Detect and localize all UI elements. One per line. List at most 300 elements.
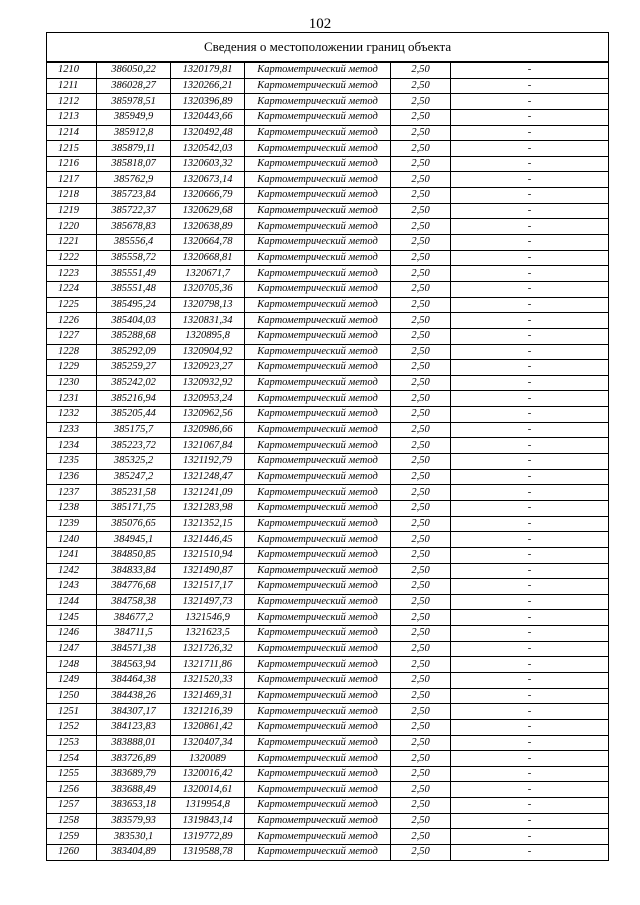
y-coordinate-cell: 1321497,73: [171, 594, 245, 610]
x-coordinate-cell: 385325,2: [97, 454, 171, 470]
point-number-cell: 1259: [47, 829, 97, 845]
method-cell: Картометрический метод: [245, 641, 391, 657]
y-coordinate-cell: 1320014,61: [171, 782, 245, 798]
accuracy-cell: 2,50: [391, 813, 451, 829]
description-cell: -: [451, 641, 609, 657]
x-coordinate-cell: 385216,94: [97, 391, 171, 407]
accuracy-cell: 2,50: [391, 297, 451, 313]
x-coordinate-cell: 384945,1: [97, 532, 171, 548]
table-row: [47, 172, 609, 188]
y-coordinate-cell: 1320705,36: [171, 281, 245, 297]
accuracy-cell: 2,50: [391, 500, 451, 516]
accuracy-cell: 2,50: [391, 438, 451, 454]
x-coordinate-cell: 384758,38: [97, 594, 171, 610]
table-row: [47, 485, 609, 501]
method-cell: Картометрический метод: [245, 516, 391, 532]
table-row: [47, 500, 609, 516]
accuracy-cell: 2,50: [391, 407, 451, 423]
description-cell: -: [451, 547, 609, 563]
x-coordinate-cell: 385762,9: [97, 172, 171, 188]
point-number-cell: 1236: [47, 469, 97, 485]
accuracy-cell: 2,50: [391, 62, 451, 78]
point-number-cell: 1248: [47, 657, 97, 673]
method-cell: Картометрический метод: [245, 375, 391, 391]
accuracy-cell: 2,50: [391, 516, 451, 532]
table-row: [47, 594, 609, 610]
x-coordinate-cell: 383689,79: [97, 766, 171, 782]
table-row: [47, 798, 609, 814]
point-number-cell: 1250: [47, 688, 97, 704]
point-number-cell: 1251: [47, 704, 97, 720]
method-cell: Картометрический метод: [245, 203, 391, 219]
accuracy-cell: 2,50: [391, 125, 451, 141]
accuracy-cell: 2,50: [391, 735, 451, 751]
point-number-cell: 1243: [47, 579, 97, 595]
point-number-cell: 1223: [47, 266, 97, 282]
point-number-cell: 1244: [47, 594, 97, 610]
accuracy-cell: 2,50: [391, 829, 451, 845]
accuracy-cell: 2,50: [391, 375, 451, 391]
table-row: [47, 391, 609, 407]
table-row: [47, 813, 609, 829]
accuracy-cell: 2,50: [391, 782, 451, 798]
y-coordinate-cell: 1320666,79: [171, 188, 245, 204]
table-row: [47, 235, 609, 251]
description-cell: -: [451, 235, 609, 251]
table-row: [47, 94, 609, 110]
point-number-cell: 1225: [47, 297, 97, 313]
description-cell: -: [451, 407, 609, 423]
description-cell: -: [451, 688, 609, 704]
method-cell: Картометрический метод: [245, 813, 391, 829]
method-cell: Картометрический метод: [245, 735, 391, 751]
point-number-cell: 1245: [47, 610, 97, 626]
x-coordinate-cell: 385978,51: [97, 94, 171, 110]
x-coordinate-cell: 385205,44: [97, 407, 171, 423]
table-row: [47, 407, 609, 423]
y-coordinate-cell: 1320673,14: [171, 172, 245, 188]
point-number-cell: 1230: [47, 375, 97, 391]
accuracy-cell: 2,50: [391, 344, 451, 360]
y-coordinate-cell: 1321520,33: [171, 672, 245, 688]
point-number-cell: 1210: [47, 62, 97, 78]
accuracy-cell: 2,50: [391, 94, 451, 110]
table-row: [47, 845, 609, 861]
accuracy-cell: 2,50: [391, 704, 451, 720]
point-number-cell: 1231: [47, 391, 97, 407]
point-number-cell: 1226: [47, 313, 97, 329]
table-row: [47, 375, 609, 391]
table-row: [47, 141, 609, 157]
accuracy-cell: 2,50: [391, 235, 451, 251]
description-cell: -: [451, 782, 609, 798]
method-cell: Картометрический метод: [245, 328, 391, 344]
method-cell: Картометрический метод: [245, 172, 391, 188]
method-cell: Картометрический метод: [245, 829, 391, 845]
accuracy-cell: 2,50: [391, 469, 451, 485]
method-cell: Картометрический метод: [245, 657, 391, 673]
method-cell: Картометрический метод: [245, 672, 391, 688]
accuracy-cell: 2,50: [391, 579, 451, 595]
y-coordinate-cell: 1319588,78: [171, 845, 245, 861]
description-cell: -: [451, 391, 609, 407]
point-number-cell: 1224: [47, 281, 97, 297]
x-coordinate-cell: 384123,83: [97, 719, 171, 735]
x-coordinate-cell: 385247,2: [97, 469, 171, 485]
accuracy-cell: 2,50: [391, 798, 451, 814]
y-coordinate-cell: 1319954,8: [171, 798, 245, 814]
description-cell: -: [451, 500, 609, 516]
method-cell: Картометрический метод: [245, 156, 391, 172]
y-coordinate-cell: 1320664,78: [171, 235, 245, 251]
x-coordinate-cell: 385558,72: [97, 250, 171, 266]
method-cell: Картометрический метод: [245, 782, 391, 798]
y-coordinate-cell: 1320443,66: [171, 109, 245, 125]
y-coordinate-cell: 1319843,14: [171, 813, 245, 829]
table-row: [47, 657, 609, 673]
description-cell: -: [451, 829, 609, 845]
method-cell: Картометрический метод: [245, 62, 391, 78]
method-cell: Картометрический метод: [245, 469, 391, 485]
table-row: [47, 62, 609, 78]
method-cell: Картометрический метод: [245, 547, 391, 563]
accuracy-cell: 2,50: [391, 626, 451, 642]
table-row: [47, 563, 609, 579]
x-coordinate-cell: 385171,75: [97, 500, 171, 516]
y-coordinate-cell: 1321248,47: [171, 469, 245, 485]
accuracy-cell: 2,50: [391, 266, 451, 282]
table-row: [47, 219, 609, 235]
description-cell: -: [451, 766, 609, 782]
method-cell: Картометрический метод: [245, 704, 391, 720]
accuracy-cell: 2,50: [391, 485, 451, 501]
point-number-cell: 1221: [47, 235, 97, 251]
description-cell: -: [451, 62, 609, 78]
x-coordinate-cell: 383726,89: [97, 751, 171, 767]
accuracy-cell: 2,50: [391, 547, 451, 563]
y-coordinate-cell: 1321241,09: [171, 485, 245, 501]
description-cell: -: [451, 626, 609, 642]
table-row: [47, 532, 609, 548]
point-number-cell: 1233: [47, 422, 97, 438]
x-coordinate-cell: 383688,49: [97, 782, 171, 798]
table-row: [47, 579, 609, 595]
y-coordinate-cell: 1321517,17: [171, 579, 245, 595]
table-row: [47, 688, 609, 704]
description-cell: -: [451, 203, 609, 219]
method-cell: Картометрический метод: [245, 500, 391, 516]
y-coordinate-cell: 1321469,31: [171, 688, 245, 704]
description-cell: -: [451, 156, 609, 172]
table-row: [47, 281, 609, 297]
table-row: [47, 109, 609, 125]
method-cell: Картометрический метод: [245, 125, 391, 141]
boundary-coordinates-table: [46, 32, 609, 861]
table-row: [47, 250, 609, 266]
point-number-cell: 1237: [47, 485, 97, 501]
table-row: [47, 735, 609, 751]
x-coordinate-cell: 384850,85: [97, 547, 171, 563]
table-row: [47, 156, 609, 172]
method-cell: Картометрический метод: [245, 78, 391, 94]
description-cell: -: [451, 266, 609, 282]
point-number-cell: 1220: [47, 219, 97, 235]
point-number-cell: 1257: [47, 798, 97, 814]
method-cell: Картометрический метод: [245, 766, 391, 782]
description-cell: -: [451, 594, 609, 610]
table-row: [47, 719, 609, 735]
description-cell: -: [451, 704, 609, 720]
y-coordinate-cell: 1320904,92: [171, 344, 245, 360]
x-coordinate-cell: 383579,93: [97, 813, 171, 829]
accuracy-cell: 2,50: [391, 672, 451, 688]
description-cell: -: [451, 344, 609, 360]
table-row: [47, 188, 609, 204]
y-coordinate-cell: 1320798,13: [171, 297, 245, 313]
description-cell: -: [451, 313, 609, 329]
accuracy-cell: 2,50: [391, 360, 451, 376]
x-coordinate-cell: 384776,68: [97, 579, 171, 595]
method-cell: Картометрический метод: [245, 94, 391, 110]
description-cell: -: [451, 719, 609, 735]
accuracy-cell: 2,50: [391, 78, 451, 94]
point-number-cell: 1247: [47, 641, 97, 657]
y-coordinate-cell: 1321352,15: [171, 516, 245, 532]
x-coordinate-cell: 385242,02: [97, 375, 171, 391]
method-cell: Картометрический метод: [245, 845, 391, 861]
method-cell: Картометрический метод: [245, 281, 391, 297]
y-coordinate-cell: 1321490,87: [171, 563, 245, 579]
point-number-cell: 1222: [47, 250, 97, 266]
table-row: [47, 766, 609, 782]
table-row: [47, 78, 609, 94]
accuracy-cell: 2,50: [391, 845, 451, 861]
accuracy-cell: 2,50: [391, 156, 451, 172]
table-row: [47, 610, 609, 626]
table-row: [47, 313, 609, 329]
method-cell: Картометрический метод: [245, 454, 391, 470]
y-coordinate-cell: 1321067,84: [171, 438, 245, 454]
description-cell: -: [451, 469, 609, 485]
description-cell: -: [451, 579, 609, 595]
description-cell: -: [451, 485, 609, 501]
y-coordinate-cell: 1320668,81: [171, 250, 245, 266]
page-number: 102: [308, 16, 332, 32]
x-coordinate-cell: 385288,68: [97, 328, 171, 344]
y-coordinate-cell: 1320603,32: [171, 156, 245, 172]
description-cell: -: [451, 422, 609, 438]
accuracy-cell: 2,50: [391, 719, 451, 735]
point-number-cell: 1227: [47, 328, 97, 344]
x-coordinate-cell: 385551,48: [97, 281, 171, 297]
point-number-cell: 1249: [47, 672, 97, 688]
accuracy-cell: 2,50: [391, 610, 451, 626]
x-coordinate-cell: 384711,5: [97, 626, 171, 642]
x-coordinate-cell: 384307,17: [97, 704, 171, 720]
point-number-cell: 1255: [47, 766, 97, 782]
y-coordinate-cell: 1321623,5: [171, 626, 245, 642]
method-cell: Картометрический метод: [245, 407, 391, 423]
accuracy-cell: 2,50: [391, 313, 451, 329]
method-cell: Картометрический метод: [245, 188, 391, 204]
y-coordinate-cell: 1320895,8: [171, 328, 245, 344]
y-coordinate-cell: 1320542,03: [171, 141, 245, 157]
accuracy-cell: 2,50: [391, 657, 451, 673]
y-coordinate-cell: 1321510,94: [171, 547, 245, 563]
y-coordinate-cell: 1320016,42: [171, 766, 245, 782]
y-coordinate-cell: 1320266,21: [171, 78, 245, 94]
point-number-cell: 1240: [47, 532, 97, 548]
accuracy-cell: 2,50: [391, 203, 451, 219]
x-coordinate-cell: 385076,65: [97, 516, 171, 532]
x-coordinate-cell: 385818,07: [97, 156, 171, 172]
method-cell: Картометрический метод: [245, 422, 391, 438]
point-number-cell: 1256: [47, 782, 97, 798]
x-coordinate-cell: 385723,84: [97, 188, 171, 204]
point-number-cell: 1253: [47, 735, 97, 751]
point-number-cell: 1213: [47, 109, 97, 125]
accuracy-cell: 2,50: [391, 141, 451, 157]
method-cell: Картометрический метод: [245, 610, 391, 626]
description-cell: -: [451, 532, 609, 548]
y-coordinate-cell: 1319772,89: [171, 829, 245, 845]
x-coordinate-cell: 386050,22: [97, 62, 171, 78]
accuracy-cell: 2,50: [391, 250, 451, 266]
accuracy-cell: 2,50: [391, 594, 451, 610]
description-cell: -: [451, 735, 609, 751]
description-cell: -: [451, 141, 609, 157]
table-row: [47, 438, 609, 454]
description-cell: -: [451, 360, 609, 376]
x-coordinate-cell: 385292,09: [97, 344, 171, 360]
x-coordinate-cell: 384464,38: [97, 672, 171, 688]
method-cell: Картометрический метод: [245, 391, 391, 407]
x-coordinate-cell: 384677,2: [97, 610, 171, 626]
table-row: [47, 360, 609, 376]
table-row: [47, 469, 609, 485]
method-cell: Картометрический метод: [245, 798, 391, 814]
y-coordinate-cell: 1321446,45: [171, 532, 245, 548]
y-coordinate-cell: 1320629,68: [171, 203, 245, 219]
point-number-cell: 1228: [47, 344, 97, 360]
description-cell: -: [451, 375, 609, 391]
method-cell: Картометрический метод: [245, 109, 391, 125]
x-coordinate-cell: 383404,89: [97, 845, 171, 861]
method-cell: Картометрический метод: [245, 360, 391, 376]
table-row: [47, 641, 609, 657]
table-row: [47, 297, 609, 313]
accuracy-cell: 2,50: [391, 391, 451, 407]
point-number-cell: 1214: [47, 125, 97, 141]
x-coordinate-cell: 385949,9: [97, 109, 171, 125]
x-coordinate-cell: 383653,18: [97, 798, 171, 814]
y-coordinate-cell: 1320492,48: [171, 125, 245, 141]
point-number-cell: 1217: [47, 172, 97, 188]
point-number-cell: 1242: [47, 563, 97, 579]
table-row: [47, 328, 609, 344]
method-cell: Картометрический метод: [245, 579, 391, 595]
method-cell: Картометрический метод: [245, 751, 391, 767]
description-cell: -: [451, 328, 609, 344]
description-cell: -: [451, 672, 609, 688]
y-coordinate-cell: 1320671,7: [171, 266, 245, 282]
description-cell: -: [451, 250, 609, 266]
description-cell: -: [451, 188, 609, 204]
y-coordinate-cell: 1321711,86: [171, 657, 245, 673]
description-cell: -: [451, 78, 609, 94]
method-cell: Картометрический метод: [245, 297, 391, 313]
y-coordinate-cell: 1320831,34: [171, 313, 245, 329]
point-number-cell: 1219: [47, 203, 97, 219]
table-row: [47, 704, 609, 720]
method-cell: Картометрический метод: [245, 219, 391, 235]
y-coordinate-cell: 1320953,24: [171, 391, 245, 407]
x-coordinate-cell: 385879,11: [97, 141, 171, 157]
x-coordinate-cell: 383888,01: [97, 735, 171, 751]
point-number-cell: 1235: [47, 454, 97, 470]
point-number-cell: 1229: [47, 360, 97, 376]
x-coordinate-cell: 384563,94: [97, 657, 171, 673]
table-header-row: [47, 33, 609, 63]
x-coordinate-cell: 385404,03: [97, 313, 171, 329]
accuracy-cell: 2,50: [391, 532, 451, 548]
x-coordinate-cell: 384571,38: [97, 641, 171, 657]
table-row: [47, 454, 609, 470]
y-coordinate-cell: 1320396,89: [171, 94, 245, 110]
table-row: [47, 782, 609, 798]
description-cell: -: [451, 172, 609, 188]
table-row: [47, 422, 609, 438]
method-cell: Картометрический метод: [245, 438, 391, 454]
accuracy-cell: 2,50: [391, 188, 451, 204]
method-cell: Картометрический метод: [245, 626, 391, 642]
method-cell: Картометрический метод: [245, 485, 391, 501]
y-coordinate-cell: 1320179,81: [171, 62, 245, 78]
x-coordinate-cell: 385231,58: [97, 485, 171, 501]
point-number-cell: 1216: [47, 156, 97, 172]
accuracy-cell: 2,50: [391, 281, 451, 297]
table-title: Сведения о местоположении границ объекта: [47, 33, 609, 63]
description-cell: -: [451, 109, 609, 125]
description-cell: -: [451, 516, 609, 532]
accuracy-cell: 2,50: [391, 563, 451, 579]
point-number-cell: 1232: [47, 407, 97, 423]
method-cell: Картометрический метод: [245, 719, 391, 735]
y-coordinate-cell: 1321192,79: [171, 454, 245, 470]
description-cell: -: [451, 798, 609, 814]
description-cell: -: [451, 454, 609, 470]
accuracy-cell: 2,50: [391, 688, 451, 704]
y-coordinate-cell: 1320923,27: [171, 360, 245, 376]
point-number-cell: 1238: [47, 500, 97, 516]
table-row: [47, 203, 609, 219]
y-coordinate-cell: 1320407,34: [171, 735, 245, 751]
accuracy-cell: 2,50: [391, 766, 451, 782]
x-coordinate-cell: 385551,49: [97, 266, 171, 282]
point-number-cell: 1246: [47, 626, 97, 642]
y-coordinate-cell: 1320962,56: [171, 407, 245, 423]
point-number-cell: 1234: [47, 438, 97, 454]
method-cell: Картометрический метод: [245, 313, 391, 329]
point-number-cell: 1218: [47, 188, 97, 204]
x-coordinate-cell: 385678,83: [97, 219, 171, 235]
x-coordinate-cell: 385175,7: [97, 422, 171, 438]
x-coordinate-cell: 385223,72: [97, 438, 171, 454]
description-cell: -: [451, 219, 609, 235]
table-row: [47, 344, 609, 360]
description-cell: -: [451, 657, 609, 673]
table-row: [47, 266, 609, 282]
